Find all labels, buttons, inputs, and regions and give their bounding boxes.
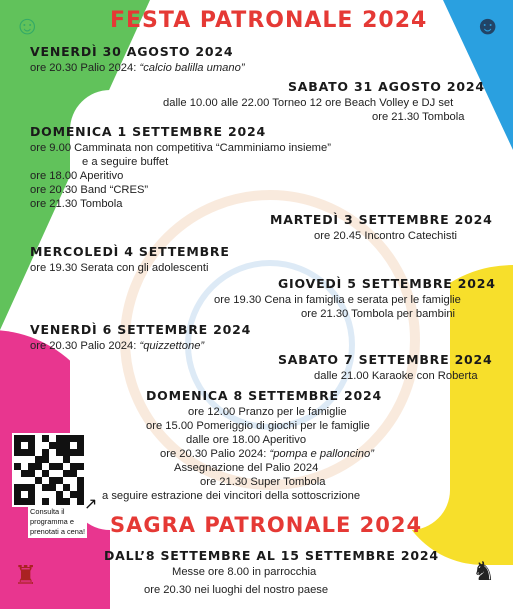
- mascot-bottom-left-icon: ♜: [14, 560, 38, 590]
- event-line: e a seguire buffet: [82, 156, 169, 168]
- event-line: ore 21.30 Tombola: [372, 111, 465, 123]
- day-header: SABATO 31 AGOSTO 2024: [288, 79, 485, 94]
- event-line: dalle ore 18.00 Aperitivo: [186, 434, 307, 446]
- mascot-top-left-icon: ☺: [14, 10, 41, 40]
- day-header: DOMENICA 8 SETTEMBRE 2024: [146, 388, 383, 403]
- sagra-header: DALL’8 SETTEMBRE AL 15 SETTEMBRE 2024: [104, 548, 439, 563]
- event-line: Assegnazione del Palio 2024: [174, 462, 319, 474]
- sagra-line: ore 20.30 nei luoghi del nostro paese: [144, 584, 329, 596]
- event-line: dalle 21.00 Karaoke con Roberta: [314, 370, 478, 382]
- sagra-title: SAGRA PATRONALE 2024: [110, 513, 423, 537]
- event-line: ore 12.00 Pranzo per le famiglie: [188, 406, 347, 418]
- event-line: ore 20.30 Palio 2024: “pompa e palloncino”: [160, 448, 374, 460]
- day-header: GIOVEDÌ 5 SETTEMBRE 2024: [278, 276, 496, 291]
- event-line: dalle 10.00 alle 22.00 Torneo 12 ore Beach Volley e DJ set: [163, 97, 454, 109]
- mascot-top-right-icon: ☻: [474, 10, 502, 40]
- day-header: MERCOLEDÌ 4 SETTEMBRE: [30, 244, 230, 259]
- event-line: ore 21.30 Tombola per bambini: [301, 308, 456, 320]
- qr-code[interactable]: [12, 433, 86, 507]
- event-line: ore 19.30 Cena in famiglia e serata per le famiglie: [214, 294, 461, 306]
- day-header: MARTEDÌ 3 SETTEMBRE 2024: [270, 212, 493, 227]
- sagra-line: Messe ore 8.00 in parrocchia: [172, 566, 317, 578]
- event-line: ore 21.30 Super Tombola: [200, 476, 326, 488]
- event-line: ore 20.45 Incontro Catechisti: [314, 230, 458, 242]
- event-line: a seguire estrazione dei vincitori della sottoscrizione: [102, 490, 361, 502]
- day-header: SABATO 7 SETTEMBRE 2024: [278, 352, 493, 367]
- event-line: ore 21.30 Tombola: [30, 198, 123, 210]
- event-line: ore 20.30 Palio 2024: “quizzettone”: [30, 340, 205, 352]
- event-line: ore 9.00 Camminata non competitiva “Camminiamo insieme”: [30, 142, 331, 154]
- day-header: VENERDÌ 6 SETTEMBRE 2024: [30, 322, 252, 337]
- event-line: ore 18.00 Aperitivo: [30, 170, 124, 182]
- qr-note: Consulta il programma e prenotati a cena!: [30, 507, 86, 536]
- event-line: ore 20.30 Band “CRES”: [30, 184, 149, 196]
- page-title: FESTA PATRONALE 2024: [110, 8, 428, 33]
- mascot-bottom-right-icon: ♞: [472, 556, 496, 586]
- arrow-icon: ↗: [84, 496, 98, 513]
- day-header: VENERDÌ 30 AGOSTO 2024: [30, 44, 234, 59]
- event-line: ore 20.30 Palio 2024: “calcio balilla umano”: [30, 62, 245, 74]
- event-line: ore 15.00 Pomeriggio di giochi per le famiglie: [146, 420, 370, 432]
- event-line: ore 19.30 Serata con gli adolescenti: [30, 262, 209, 274]
- day-header: DOMENICA 1 SETTEMBRE 2024: [30, 124, 267, 139]
